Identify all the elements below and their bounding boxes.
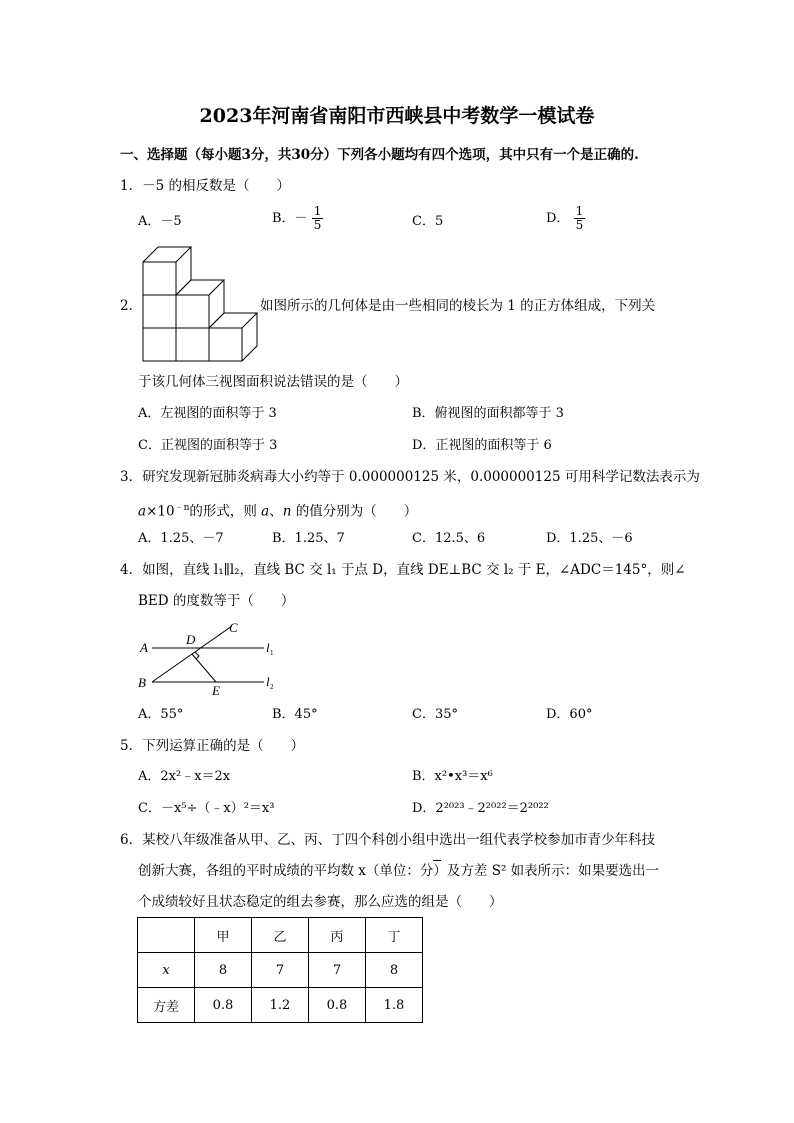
q4-stem-line1: 4．如图，直线 l₁∥l₂，直线 BC 交 l₁ 于点 D，直线 DE⊥BC 交 l₂ 于 E，∠ADC＝145°，则∠ — [120, 562, 686, 578]
table-cell: 丙 — [309, 918, 366, 953]
q1-option-d-label: D． — [546, 211, 570, 226]
var-a: a — [261, 503, 270, 520]
q5-option-b: B．x²•x³＝x⁶ — [412, 769, 493, 784]
table-header-row — [138, 918, 423, 953]
stem-text: 的值分别为（ ） — [291, 503, 418, 520]
label-l1: l — [266, 640, 270, 655]
table-cell: 8 — [366, 953, 423, 988]
table-cell: 7 — [309, 953, 366, 988]
line-de — [192, 654, 216, 682]
q1-option-d — [546, 205, 585, 232]
q2-stem-line2: 于该几何体三视图面积说法错误的是（ ） — [138, 374, 408, 390]
table-cell: 1.2 — [252, 988, 309, 1023]
q2-stem-line1: 如图所示的几何体是由一些相同的棱长为 1 的正方体组成，下列关 — [260, 298, 656, 314]
exponent: ﹣n — [174, 503, 190, 513]
q1-stem: 1．－5 的相反数是（ ） — [120, 178, 290, 194]
label-l2-sub: 2 — [270, 683, 274, 691]
q1-option-b-fraction — [312, 205, 324, 232]
table-cell: 7 — [252, 953, 309, 988]
table-cell: 乙 — [252, 918, 309, 953]
q4-option-b: B．45° — [272, 707, 318, 722]
q2-option-d: D．正视图的面积等于 6 — [412, 438, 552, 453]
label-b: B — [138, 675, 146, 690]
table-cell: 8 — [195, 953, 252, 988]
table-cell: 方差 — [138, 988, 195, 1023]
fraction-numerator: 1 — [575, 204, 584, 218]
score-table — [137, 917, 423, 1023]
q2-option-a: A．左视图的面积等于 3 — [138, 406, 277, 421]
page-title: 2023年河南省南阳市西峡县中考数学一模试卷 — [199, 105, 595, 127]
mean-overline — [433, 860, 441, 861]
q4-option-a: A．55° — [138, 707, 184, 722]
q3-option-a: A．1.25、－7 — [138, 531, 224, 546]
q3-stem-line2 — [138, 499, 417, 521]
q5-option-d: D．2²⁰²³﹣2²⁰²²＝2²⁰²² — [412, 801, 549, 816]
table-cell: 0.8 — [309, 988, 366, 1023]
q3-option-d: D．1.25、－6 — [546, 531, 633, 546]
q3-option-c: C．12.5、6 — [412, 531, 486, 546]
label-l2: l — [266, 674, 270, 689]
cube-figure — [142, 246, 262, 364]
stem-text: 的形式，则 — [189, 503, 257, 520]
q1-option-b-label: B．－ — [272, 211, 308, 226]
q4-stem-line2: BED 的度数等于（ ） — [138, 593, 295, 609]
q1-option-c: C．5 — [412, 214, 444, 229]
label-e: E — [212, 683, 220, 698]
label-c: C — [229, 620, 238, 635]
fraction-numerator: 1 — [313, 204, 322, 218]
table-row — [138, 988, 423, 1023]
stem-text: 、 — [269, 503, 283, 520]
label-d: D — [186, 632, 196, 647]
var-a: a — [138, 503, 147, 520]
q4-option-c: C．35° — [412, 707, 458, 722]
q2-option-c: C．正视图的面积等于 3 — [138, 438, 278, 453]
q6-stem-line3: 个成绩较好且状态稳定的组去参赛，那么应选的组是（ ） — [138, 894, 503, 910]
parallel-lines-figure — [136, 618, 286, 700]
table-cell: 甲 — [195, 918, 252, 953]
q3-option-b: B．1.25、7 — [272, 531, 345, 546]
table-cell — [138, 918, 195, 953]
fraction-denominator: 5 — [313, 218, 322, 232]
q6-stem-line2: 创新大赛，各组的平时成绩的平均数 x（单位：分）及方差 S² 如表所示：如果要选出一 — [138, 863, 660, 879]
table-cell: 1.8 — [366, 988, 423, 1023]
q1-option-d-fraction — [574, 205, 586, 232]
q1-option-b — [272, 205, 323, 232]
q2-option-b: B．俯视图的面积都等于 3 — [412, 406, 564, 421]
q5-stem: 5．下列运算正确的是（ ） — [120, 738, 305, 754]
label-a: A — [140, 640, 148, 655]
q5-option-c: C．－x⁵÷（﹣x）²＝x³ — [138, 801, 275, 816]
q3-stem-line1: 3．研究发现新冠肺炎病毒大小约等于 0.000000125 米，0.000000125 可用科学记数法表示为 — [120, 469, 700, 485]
q4-option-d: D．60° — [546, 707, 593, 722]
table-row — [138, 953, 423, 988]
table-cell: x — [138, 953, 195, 988]
q6-stem-line1: 6．某校八年级准备从甲、乙、丙、丁四个科创小组中选出一组代表学校参加市青少年科技 — [120, 832, 656, 848]
section-header: 一、选择题（每小题3分，共30分）下列各小题均有四个选项，其中只有一个是正确的. — [120, 147, 639, 163]
table-cell: 0.8 — [195, 988, 252, 1023]
var-n: n — [282, 503, 292, 520]
q5-option-a: A．2x²﹣x＝2x — [138, 769, 231, 784]
q2-number: 2． — [120, 298, 143, 314]
times-ten: ×10 — [146, 503, 175, 520]
q1-option-a: A．－5 — [138, 214, 182, 229]
fraction-denominator: 5 — [575, 218, 584, 232]
table-cell: 丁 — [366, 918, 423, 953]
label-l1-sub: 1 — [270, 649, 274, 657]
